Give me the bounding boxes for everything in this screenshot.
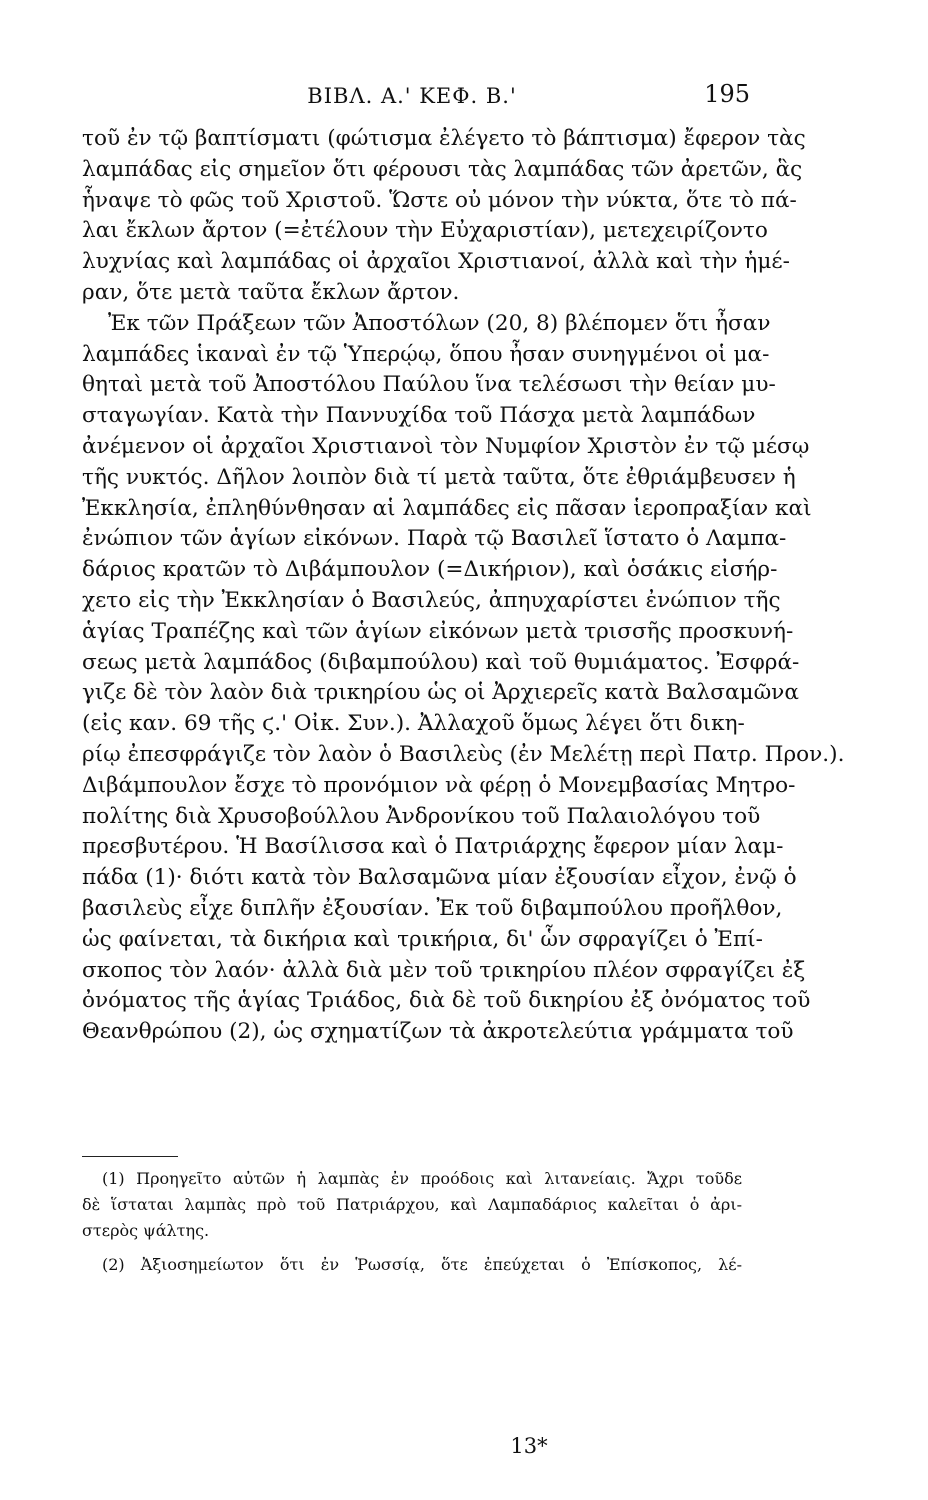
text-line: ἐνώπιον τῶν ἁγίων εἰκόνων. Παρὰ τῷ Βασιλεῖ ἵστατο ὁ Λαμπα- <box>82 526 787 552</box>
text-line: Θεανθρώπου (2), ὡς σχηματίζων τὰ ἀκροτελεύτια γράμματα τοῦ <box>82 1019 794 1045</box>
footnote-rule <box>82 1156 178 1157</box>
text-line: ἀνέμενον οἱ ἀρχαῖοι Χριστιανοὶ τὸν Νυμφίον Χριστὸν ἐν τῷ μέσῳ <box>82 433 810 459</box>
text-line: σεως μετὰ λαμπάδος (διβαμπούλου) καὶ τοῦ θυμιάματος. Ἐσφρά- <box>82 649 800 675</box>
text-line: σκοπος τὸν λαόν· ἀλλὰ διὰ μὲν τοῦ τρικηρίου πλέον σφραγίζει ἐξ <box>82 957 806 983</box>
page-header <box>82 80 750 114</box>
text-line: πρεσβυτέρου. Ἡ Βασίλισσα καὶ ὁ Πατριάρχης ἔφερον μίαν λαμ- <box>82 834 784 860</box>
text-line: τοῦ ἐν τῷ βαπτίσματι (φώτισμα ἐλέγετο τὸ βάπτισμα) ἔφερον τὰς <box>82 126 806 151</box>
text-line: ὡς φαίνεται, τὰ δικήρια καὶ τρικήρια, δι' ὧν σφραγίζει ὁ Ἐπί- <box>82 926 763 952</box>
text-line: λυχνίας καὶ λαμπάδας οἱ ἀρχαῖοι Χριστιανοί, ἀλλὰ καὶ τὴν ἡμέ- <box>82 249 790 275</box>
text-line: θηταὶ μετὰ τοῦ Ἀποστόλου Παύλου ἵνα τελέσωσι τὴν θείαν μυ- <box>82 372 776 398</box>
text-line: λαμπάδες ἱκαναὶ ἐν τῷ Ὑπερῴῳ, ὅπου ἦσαν συνηγμένοι οἱ μα- <box>82 341 770 367</box>
text-line: ἧναψε τὸ φῶς τοῦ Χριστοῦ. Ὥστε οὐ μόνον τὴν νύκτα, ὅτε τὸ πά- <box>82 187 797 213</box>
text-line: Ἐκ τῶν Πράξεων τῶν Ἀποστόλων (20, 8) βλέπομεν ὅτι ἦσαν <box>108 310 771 336</box>
text-line: Διβάμπουλον ἔσχε τὸ προνόμιον νὰ φέρῃ ὁ Μονεμβασίας Μητρο- <box>82 772 796 798</box>
running-head: ΒΙΒΛ. Α.' ΚΕΦ. Β.' <box>307 84 517 108</box>
text-line: πάδα (1)· διότι κατὰ τὸν Βαλσαμῶνα μίαν ἐξουσίαν εἶχον, ἐνῷ ὁ <box>82 865 797 891</box>
text-line: ρίῳ ἐπεσφράγιζε τὸν λαὸν ὁ Βασιλεὺς (ἐν Μελέτῃ περὶ Πατρ. Προν.). <box>82 741 845 767</box>
footnote-line: (1) Προηγεῖτο αὐτῶν ἡ λαμπὰς ἐν προόδοις καὶ λιτανείαις. Ἄχρι τοῦδε <box>102 1169 742 1188</box>
text-line: λαμπάδας εἰς σημεῖον ὅτι φέρουσι τὰς λαμπάδας τῶν ἀρετῶν, ἃς <box>82 156 803 182</box>
text-line: χετο εἰς τὴν Ἐκκλησίαν ὁ Βασιλεύς, ἀπηυχαρίστει ἐνώπιον τῆς <box>82 587 781 613</box>
text-line: τῆς νυκτός. Δῆλον λοιπὸν διὰ τί μετὰ ταῦτα, ὅτε ἐθριάμβευσεν ἡ <box>82 464 796 490</box>
text-line: δάριος κρατῶν τὸ Διβάμπουλον (=Δικήριον), καὶ ὁσάκις εἰσήρ- <box>82 557 778 583</box>
page-number: 195 <box>704 80 750 108</box>
text-line: Ἐκκλησία, ἐπληθύνθησαν αἱ λαμπάδες εἰς πᾶσαν ἱεροπραξίαν καὶ <box>82 495 812 521</box>
text-line: σταγωγίαν. Κατὰ τὴν Παννυχίδα τοῦ Πάσχα μετὰ λαμπάδων <box>82 403 756 429</box>
text-line: ραν, ὅτε μετὰ ταῦτα ἔκλων ἄρτον. <box>82 279 460 305</box>
text-line: πολίτης διὰ Χρυσοβούλλου Ἀνδρονίκου τοῦ Παλαιολόγου τοῦ <box>82 803 761 829</box>
footnote-line: δὲ ἵσταται λαμπὰς πρὸ τοῦ Πατριάρχου, καὶ Λαμπαδάριος καλεῖται ὁ ἀρι- <box>82 1195 742 1214</box>
text-line: ἁγίας Τραπέζης καὶ τῶν ἁγίων εἰκόνων μετὰ τρισσῆς προσκυνή- <box>82 618 794 644</box>
text-line: βασιλεὺς εἶχε διπλῆν ἐξουσίαν. Ἐκ τοῦ διβαμπούλου προῆλθον, <box>82 895 783 921</box>
main-text <box>82 124 845 1048</box>
text-line: γιζε δὲ τὸν λαὸν διὰ τρικηρίου ὡς οἱ Ἀρχιερεῖς κατὰ Βαλσαμῶνα <box>82 680 799 706</box>
footnote-gap <box>82 1244 742 1252</box>
footnote-line: (2) Ἀξιοσημείωτον ὅτι ἐν Ῥωσσίᾳ, ὅτε ἐπεύχεται ὁ Ἐπίσκοπος, λέ- <box>102 1255 742 1274</box>
footnotes <box>82 1166 742 1278</box>
text-line: (εἰς καν. 69 τῆς ϛ.' Οἰκ. Συν.). Ἀλλαχοῦ ὅμως λέγει ὅτι δικη- <box>82 711 745 737</box>
text-line: ὀνόματος τῆς ἁγίας Τριάδος, διὰ δὲ τοῦ δικηρίου ἐξ ὀνόματος τοῦ <box>82 988 811 1014</box>
text-line: λαι ἔκλων ἄρτον (=ἐτέλουν τὴν Εὐχαριστίαν), μετεχειρίζοντο <box>82 218 768 244</box>
signature-mark: 13* <box>510 1434 548 1458</box>
footnote-line: στερὸς ψάλτης. <box>82 1221 210 1240</box>
